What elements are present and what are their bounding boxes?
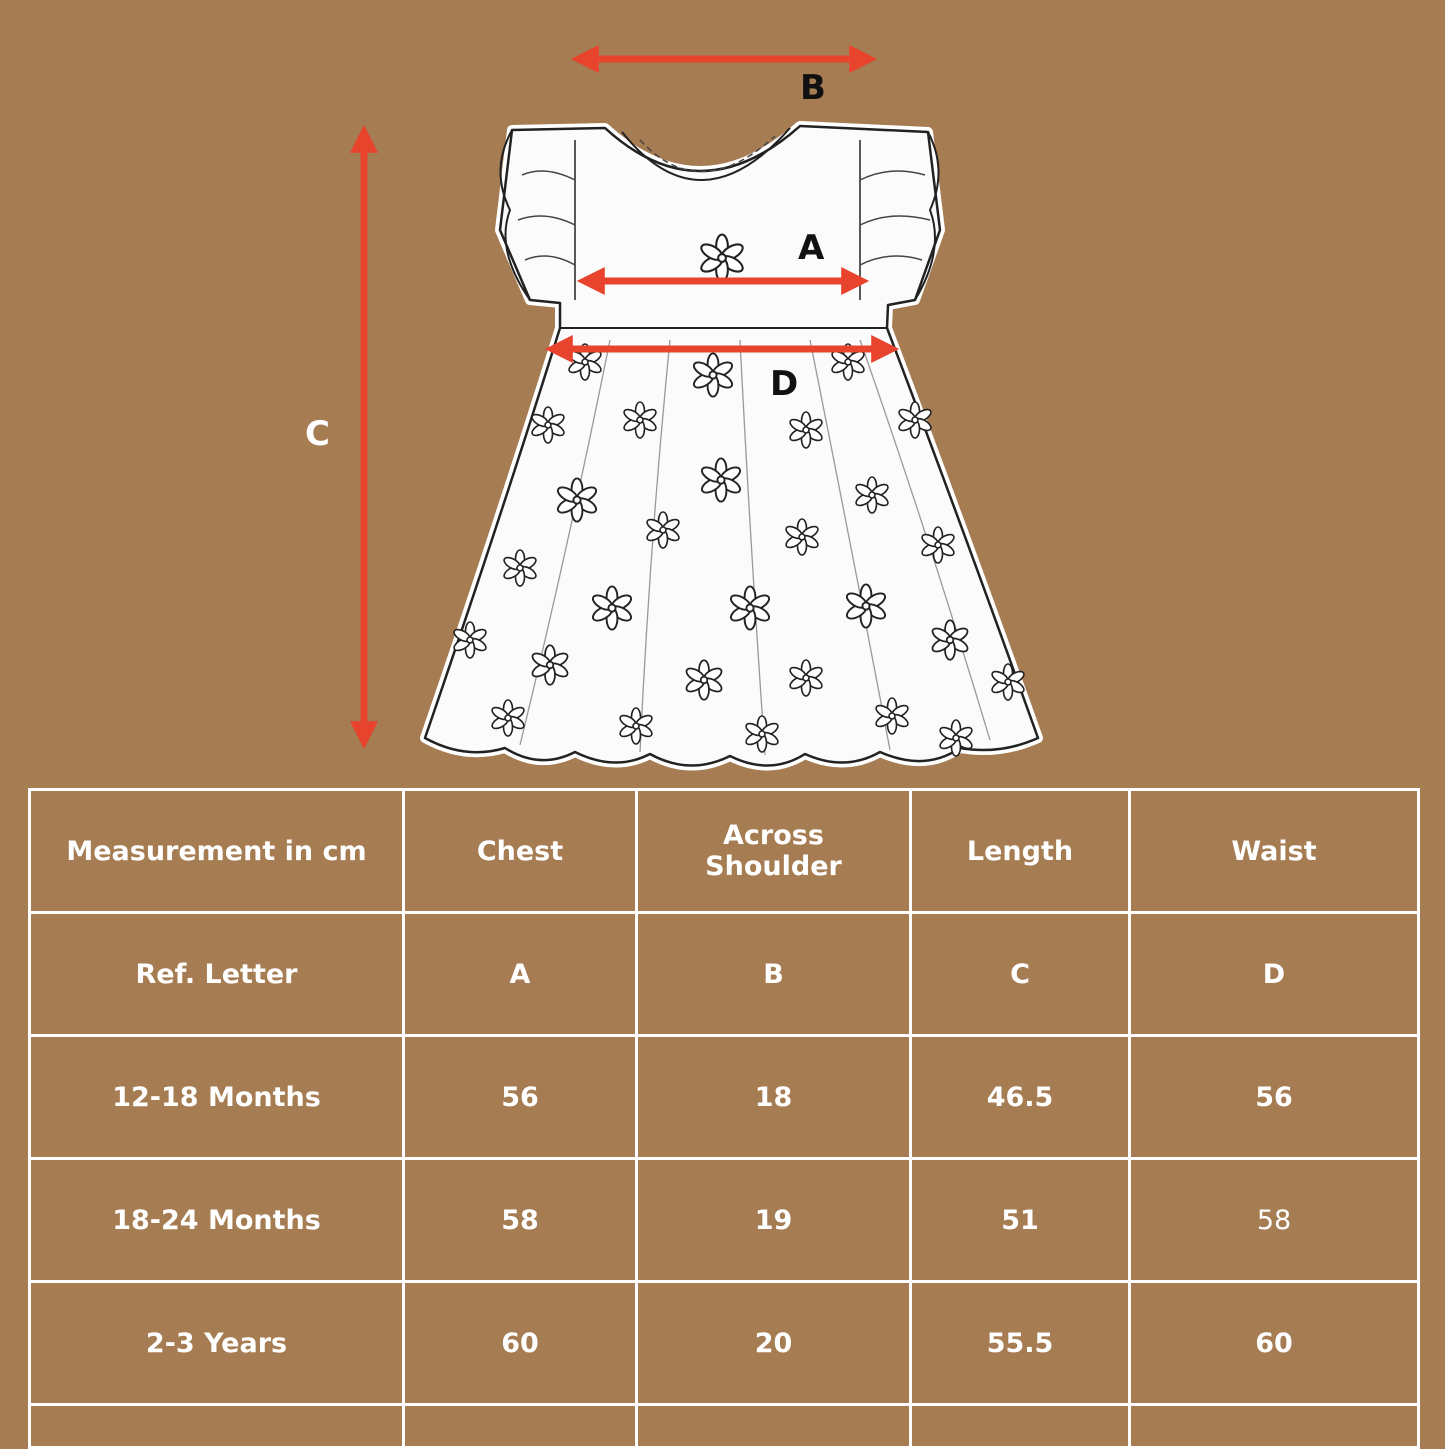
table-cell: 56 [1130,1036,1419,1159]
table-cell: 18 [637,1036,911,1159]
header-across-shoulder: Across Shoulder [637,790,911,913]
table-cell: 58 [1130,1159,1419,1282]
dress-drawing [425,126,1038,766]
label-c: C [305,414,330,454]
table-cell: 56 [404,1036,637,1159]
table-cell: 60 [404,1282,637,1405]
table-row [30,1282,1419,1405]
label-a: A [798,228,825,268]
table-row [30,1159,1419,1282]
table-cell: Ref. Letter [30,913,404,1036]
table-cell: 58 [404,1159,637,1282]
table-cell: 2-3 Years [30,1282,404,1405]
label-d: D [770,364,799,404]
table-cell: 60 [1130,1282,1419,1405]
table-cell: B [637,913,911,1036]
header-length: Length [911,790,1130,913]
table-cell: 20 [637,1282,911,1405]
table-cell [637,1405,911,1448]
header-chest: Chest [404,790,637,913]
table-row-partial [30,1405,1419,1448]
table-cell [1130,1405,1419,1448]
table-row [30,913,1419,1036]
size-chart-table [28,788,1420,1449]
table-cell: 51 [911,1159,1130,1282]
table-cell: A [404,913,637,1036]
table-cell [30,1405,404,1448]
table-cell: 46.5 [911,1036,1130,1159]
header-waist: Waist [1130,790,1419,913]
table-cell: 12-18 Months [30,1036,404,1159]
table-cell [404,1405,637,1448]
table-cell: D [1130,913,1419,1036]
table-cell [911,1405,1130,1448]
table-cell: 18-24 Months [30,1159,404,1282]
table-row [30,1036,1419,1159]
table-header-row [30,790,1419,913]
table-cell: C [911,913,1130,1036]
table-cell: 55.5 [911,1282,1130,1405]
table-cell: 19 [637,1159,911,1282]
label-b: B [800,68,826,108]
header-measurement: Measurement in cm [30,790,404,913]
